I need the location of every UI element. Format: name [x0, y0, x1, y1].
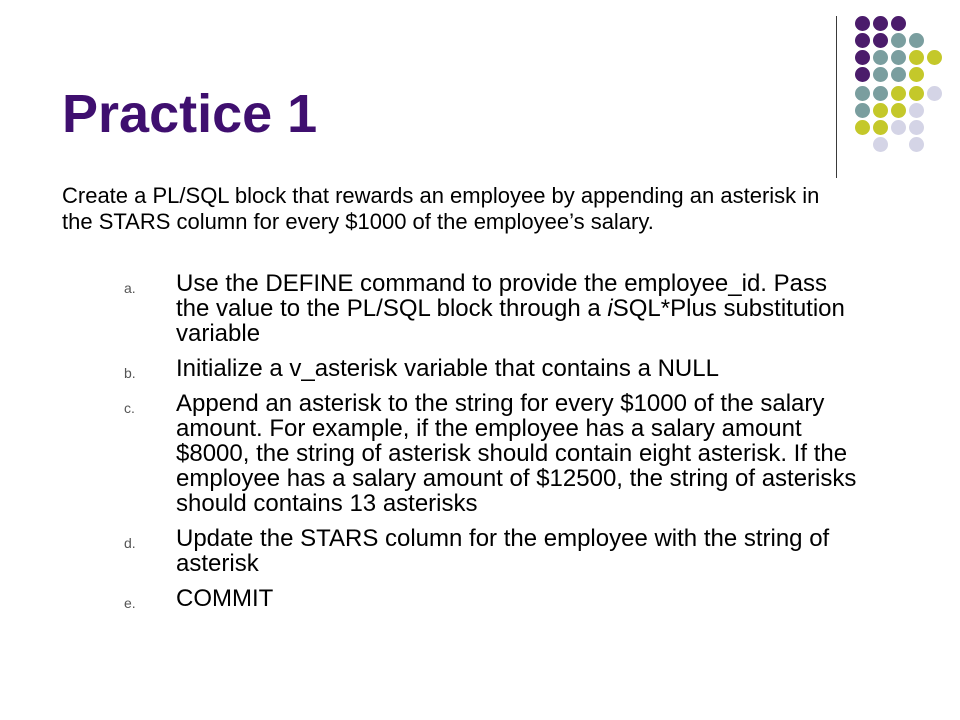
decor-dot [891, 103, 906, 118]
list-marker: d. [124, 535, 136, 551]
decor-dot [891, 16, 906, 31]
list-item-text [176, 271, 864, 346]
list-item-text: Append an asterisk to the string for every $1000 of the salary amount. For example, if the employee has a salary amount $8000, the string of asterisk should contain eight asterisk. If the employee has a salary amount of $12500, the string of asterisks should contains 13 asterisks [176, 390, 857, 517]
decor-dot [873, 50, 888, 65]
vertical-divider [836, 16, 837, 178]
decor-dot [855, 50, 870, 65]
decor-dot [927, 50, 942, 65]
decor-dot [855, 86, 870, 101]
decor-dot [855, 67, 870, 82]
decor-dot [909, 120, 924, 135]
decor-dot [855, 103, 870, 118]
list-item-b [124, 356, 864, 381]
decor-dot [909, 137, 924, 152]
list-item-c [124, 391, 864, 516]
decor-dot [891, 86, 906, 101]
list-marker: e. [124, 595, 136, 611]
list-item-a [124, 271, 864, 346]
list-item-text: Initialize a v_asterisk variable that contains a NULL [176, 355, 719, 382]
decor-dot [891, 67, 906, 82]
decor-dot [855, 120, 870, 135]
task-list [124, 271, 864, 621]
decor-dot [891, 120, 906, 135]
decor-dot [891, 50, 906, 65]
decor-dot [855, 16, 870, 31]
decor-dot [909, 50, 924, 65]
decor-dot [909, 86, 924, 101]
decor-dot [873, 120, 888, 135]
decor-dot [873, 103, 888, 118]
decor-dot [873, 67, 888, 82]
decor-dot [873, 33, 888, 48]
intro-paragraph: Create a PL/SQL block that rewards an employee by appending an asterisk in the STARS column for every $1000 of the employee’s salary. [62, 183, 820, 234]
list-marker: c. [124, 400, 135, 416]
list-item-e [124, 586, 864, 611]
list-marker: b. [124, 365, 136, 381]
decor-dot [909, 103, 924, 118]
decor-dot [927, 86, 942, 101]
decor-dot [909, 33, 924, 48]
italic-text: i [607, 295, 613, 322]
list-item-text: Update the STARS column for the employee with the string of asterisk [176, 525, 830, 577]
decor-dot [909, 67, 924, 82]
list-item-text-part: Use the DEFINE command to provide the employee_id. Pass the value to the PL/SQL block through a [176, 270, 827, 322]
decor-dot [873, 86, 888, 101]
list-marker: a. [124, 280, 136, 296]
decor-dot [873, 137, 888, 152]
list-item-text-part: SQL*Plus substitution variable [176, 295, 845, 347]
decor-dot [873, 16, 888, 31]
decor-dot [891, 33, 906, 48]
list-item-text: COMMIT [176, 585, 274, 612]
slide-title: Practice 1 [62, 84, 318, 144]
list-item-d [124, 526, 864, 576]
decor-dot [855, 33, 870, 48]
